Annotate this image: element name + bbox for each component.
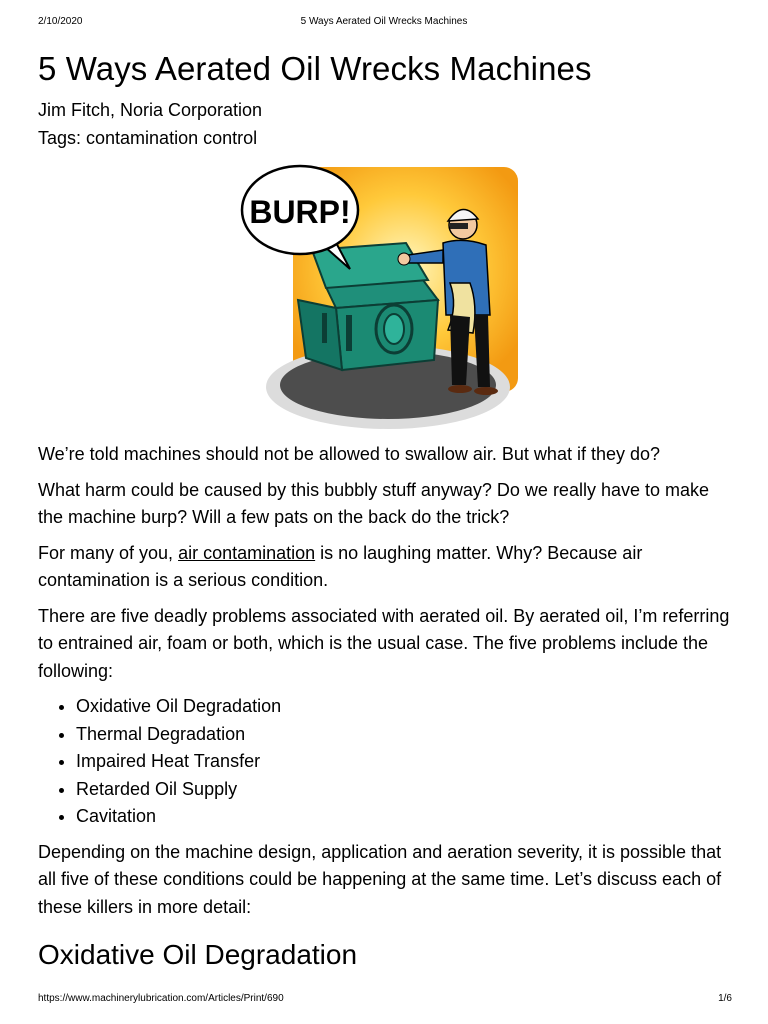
list-item: • Retarded Oil Supply	[76, 776, 738, 804]
list-item: • Oxidative Oil Degradation	[76, 693, 738, 721]
burp-text: BURP!	[249, 194, 351, 230]
page-url: https://www.machinerylubrication.com/Articles/Print/690	[38, 993, 284, 1004]
air-contamination-link[interactable]: air contamination	[178, 542, 316, 563]
paragraph: Depending on the machine design, application and aeration severity, it is possible that all five of these conditions could be happening at the same time. Let’s discuss each of these killers in more detail:	[38, 841, 722, 917]
article-title: 5 Ways Aerated Oil Wrecks Machines	[38, 50, 592, 87]
print-date: 2/10/2020	[38, 16, 83, 27]
page-number: 1/6	[718, 993, 732, 1004]
section-heading: Oxidative Oil Degradation	[38, 939, 358, 970]
article-illustration	[238, 155, 538, 435]
list-item: • Thermal Degradation	[76, 721, 738, 749]
print-title: 5 Ways Aerated Oil Wrecks Machines	[300, 16, 468, 27]
article-body	[38, 441, 738, 929]
paragraph: What harm could be caused by this bubbly stuff anyway? Do we really have to make the machine burp? Will a few pats on the back do the trick?	[38, 479, 710, 527]
problems-list	[38, 693, 738, 831]
author: Jim Fitch, Noria Corporation	[38, 100, 263, 120]
paragraph-text: For many of you,	[38, 542, 179, 563]
list-item: • Impaired Heat Transfer	[76, 748, 738, 776]
paragraph: There are five deadly problems associated with aerated oil. By aerated oil, I’m referring to entrained air, foam or both, which is the usual case. The five problems include the following:	[38, 605, 730, 681]
paragraph-text: is no laughing matter. Why? Because air contamination is a serious condition.	[38, 542, 643, 590]
paragraph: We’re told machines should not be allowed to swallow air. But what if they do?	[38, 444, 661, 464]
tags: Tags: contamination control	[38, 128, 258, 148]
list-item: • Cavitation	[76, 803, 738, 831]
paragraph	[38, 540, 738, 595]
